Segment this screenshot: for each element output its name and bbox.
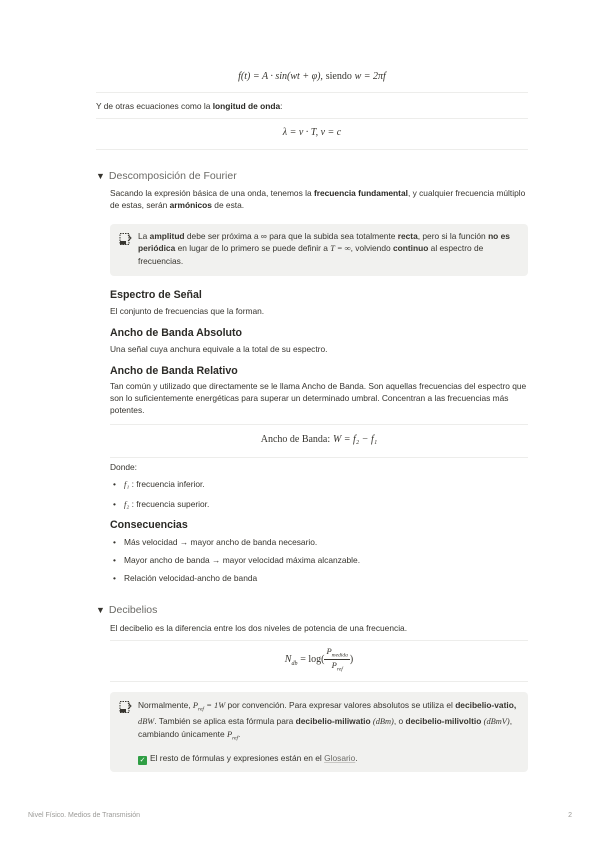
ancho-formula: W = f₂ − f₁ [332, 434, 378, 445]
decibelios-intro: El decibelio es la diferencia entre los dos niveles de potencia de una frecuencia. [110, 623, 408, 633]
ancho-formula-label: Ancho de Banda: [260, 434, 331, 445]
toggle-decibelios[interactable] [96, 603, 157, 618]
top-formula-block [96, 66, 528, 93]
fourier-callout-text: La amplitud debe ser próxima a ∞ para que la subida sea totalmente recta, pero si la función no es periódica en lugar de lo primero se puede definir a T = ∞, volviendo continuo al espectro de frecuencias. [138, 231, 510, 267]
toggle-triangle-icon[interactable]: ▼ [96, 171, 105, 181]
lambda-formula-block [96, 118, 528, 150]
top-formula: f(t) = A · sin(wt + φ), [238, 71, 323, 82]
decibel-formula-block: $N_{db} = \log$( $\frac{P_{medida}}{P_{ref}}$ ) [110, 640, 528, 682]
absoluto-text: Una señal cuya anchura equivale a la total de su espectro. [110, 344, 328, 354]
list-item: • Más velocidad → mayor ancho de banda necesario. [110, 536, 528, 548]
notebook-svg [118, 232, 132, 246]
fourier-paragraph: Sacando la expresión básica de una onda, tenemos la frecuencia fundamental, y cualquier frecuencia múltiplo de estas, serán armónicos de esta. [110, 188, 526, 211]
list-item: • f₁ : frecuencia inferior. [110, 478, 528, 491]
toggle-triangle-icon[interactable]: ▼ [96, 605, 105, 615]
notebook-icon [118, 232, 132, 246]
longitud-paragraph: Y de otras ecuaciones como la longitud de onda: [96, 101, 283, 111]
list-item: • Relación velocidad-ancho de banda [110, 572, 528, 584]
decibelios-callout-text: Normalmente, $P_{ref} = 1W$ por convención. Para expresar valores absolutos se utiliza el decibelio-vatio, dBW. También se aplica esta fórmula para decibelio-miliwatio (dBm), o decibelio-milivoltio (dBmV), cambiando únicamente $P_{ref}$. ✓ El resto de fórmulas y expresiones están en el Glosario. [138, 699, 520, 765]
check-icon: ✓ [139, 757, 146, 765]
list-item: • f₂ : frecuencia superior. [110, 498, 528, 511]
notebook-svg [118, 700, 132, 714]
toggle-fourier[interactable] [96, 169, 237, 184]
espectro-heading: Espectro de Señal [110, 289, 202, 301]
ancho-formula-block [110, 424, 528, 458]
notebook-icon [118, 700, 132, 714]
top-formula-siendo: siendo [325, 71, 352, 82]
fourier-title: Descomposición de Fourier [108, 170, 237, 182]
relativo-text: Tan común y utilizado que directamente se le llama Ancho de Banda. Son aquellas frecuencias del espectro que son lo suficientemente energéticas para superar un determinado umbral. Concentran a las frecuencias más potentes. [110, 381, 527, 416]
glosario-note: ✓ El resto de fórmulas y expresiones están en el Glosario. [139, 753, 358, 765]
donde-list [110, 478, 528, 515]
consecuencias-list [110, 536, 528, 589]
top-formula-w: w = 2πf [354, 71, 386, 82]
decibel-fraction: $\frac{P_{medida}}{P_{ref}}$ [326, 645, 348, 673]
relativo-heading: Ancho de Banda Relativo [110, 365, 238, 377]
decibelios-callout [110, 692, 528, 772]
decibelios-title: Decibelios [108, 604, 158, 616]
list-item: • Mayor ancho de banda → mayor velocidad máxima alcanzable. [110, 554, 528, 566]
glosario-link[interactable]: Glosario [324, 753, 356, 764]
consecuencias-heading: Consecuencias [110, 519, 188, 531]
donde-label: Donde: [110, 462, 138, 472]
fourier-callout [110, 224, 528, 276]
page-number: 2 [568, 812, 572, 819]
footer-title: Nivel Físico. Medios de Transmisión [28, 812, 141, 819]
longitud-bold: longitud de onda [212, 101, 281, 111]
espectro-text: El conjunto de frecuencias que la forman. [110, 306, 265, 316]
absoluto-heading: Ancho de Banda Absoluto [110, 327, 243, 339]
lambda-formula: λ = v · T, v = c [282, 127, 342, 138]
